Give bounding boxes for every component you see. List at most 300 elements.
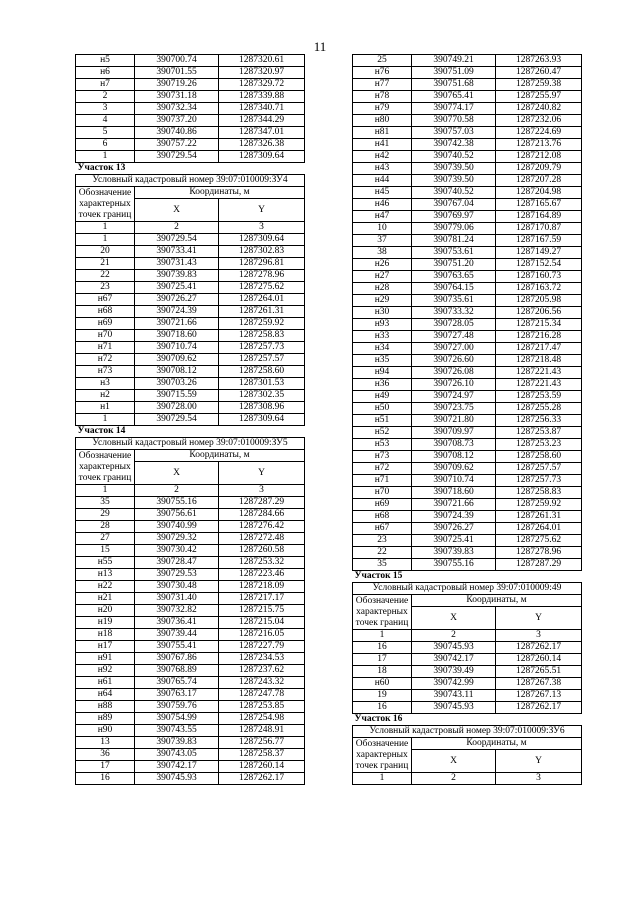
table-row	[353, 702, 582, 714]
x-coordinate-cell: 390742.99	[412, 678, 496, 690]
column-number: 2	[135, 222, 219, 234]
point-id-cell: 2	[76, 91, 135, 103]
y-coordinate-cell: 1287255.97	[496, 91, 582, 103]
x-coordinate-cell: 390731.40	[135, 593, 219, 605]
table-row	[353, 79, 582, 91]
y-header: Y	[219, 199, 305, 222]
y-coordinate-cell: 1287218.48	[496, 355, 582, 367]
x-header: X	[412, 750, 496, 773]
y-coordinate-cell: 1287260.47	[496, 67, 582, 79]
point-id-cell: н79	[353, 103, 412, 115]
x-coordinate-cell: 390726.08	[412, 367, 496, 379]
table-row	[76, 270, 305, 282]
x-coordinate-cell: 390740.99	[135, 521, 219, 533]
point-id-cell: н70	[76, 330, 135, 342]
y-coordinate-cell: 1287253.85	[219, 701, 305, 713]
table-row	[76, 581, 305, 593]
x-coordinate-cell: 390781.24	[412, 235, 496, 247]
table-row	[76, 701, 305, 713]
point-id-cell: 25	[353, 55, 412, 67]
point-id-cell: 27	[76, 533, 135, 545]
point-id-cell: н5	[76, 55, 135, 67]
y-coordinate-cell: 1287257.57	[219, 354, 305, 366]
table-row	[353, 175, 582, 187]
x-header: X	[135, 462, 219, 485]
y-header: Y	[219, 462, 305, 485]
y-coordinate-cell: 1287258.60	[219, 366, 305, 378]
column-number-row	[353, 630, 582, 642]
y-coordinate-cell: 1287339.88	[219, 91, 305, 103]
point-id-cell: 1	[76, 234, 135, 246]
y-coordinate-cell: 1287262.17	[496, 702, 582, 714]
table-row	[76, 509, 305, 521]
point-id-cell: н81	[353, 127, 412, 139]
column-number: 1	[76, 222, 135, 234]
point-id-cell: н71	[76, 342, 135, 354]
column-number: 2	[412, 773, 496, 785]
point-id-cell: н50	[353, 403, 412, 415]
x-coordinate-cell: 390751.09	[412, 67, 496, 79]
plot-title: Участок 13	[77, 163, 126, 173]
x-coordinate-cell: 390743.05	[135, 749, 219, 761]
x-coordinate-cell: 390729.54	[135, 234, 219, 246]
y-coordinate-cell: 1287258.83	[219, 330, 305, 342]
table-row	[76, 294, 305, 306]
y-coordinate-cell: 1287263.93	[496, 55, 582, 67]
point-id-cell: н51	[353, 415, 412, 427]
point-id-cell: н88	[76, 701, 135, 713]
point-id-cell: н76	[353, 67, 412, 79]
table-row	[353, 331, 582, 343]
table-row	[76, 354, 305, 366]
y-coordinate-cell: 1287167.59	[496, 235, 582, 247]
point-id-cell: н33	[353, 331, 412, 343]
y-coordinate-cell: 1287152.54	[496, 259, 582, 271]
point-id-cell: н44	[353, 175, 412, 187]
x-coordinate-cell: 390774.17	[412, 103, 496, 115]
point-id-cell: н42	[353, 151, 412, 163]
y-coordinate-cell: 1287205.98	[496, 295, 582, 307]
x-coordinate-cell: 390708.12	[412, 451, 496, 463]
table-row	[76, 390, 305, 402]
y-coordinate-cell: 1287215.04	[219, 617, 305, 629]
x-coordinate-cell: 390724.39	[135, 306, 219, 318]
table-row	[353, 535, 582, 547]
x-coordinate-cell: 390726.27	[135, 294, 219, 306]
x-coordinate-cell: 390757.22	[135, 139, 219, 151]
table-row	[353, 211, 582, 223]
point-id-cell: 18	[353, 666, 412, 678]
table-row	[353, 343, 582, 355]
point-id-cell: н90	[76, 725, 135, 737]
y-header: Y	[496, 750, 582, 773]
table-row	[353, 499, 582, 511]
table-row	[353, 259, 582, 271]
point-id-cell: н67	[76, 294, 135, 306]
table-row	[353, 678, 582, 690]
y-coordinate-cell: 1287207.28	[496, 175, 582, 187]
table-row	[76, 641, 305, 653]
x-coordinate-cell: 390731.18	[135, 91, 219, 103]
x-coordinate-cell: 390726.60	[412, 355, 496, 367]
point-id-cell: н36	[353, 379, 412, 391]
x-coordinate-cell: 390759.76	[135, 701, 219, 713]
point-id-cell: н2	[76, 390, 135, 402]
table-header-row	[76, 450, 305, 462]
table-row	[353, 690, 582, 702]
point-id-cell: н68	[353, 511, 412, 523]
point-id-cell: н3	[76, 378, 135, 390]
y-coordinate-cell: 1287259.92	[219, 318, 305, 330]
y-coordinate-cell: 1287275.62	[496, 535, 582, 547]
point-id-cell: 13	[76, 737, 135, 749]
point-id-cell: н77	[353, 79, 412, 91]
y-coordinate-cell: 1287284.66	[219, 509, 305, 521]
point-id-cell: 28	[76, 521, 135, 533]
plot-title-row	[353, 714, 582, 726]
column-number: 1	[353, 773, 412, 785]
point-id-cell: н69	[76, 318, 135, 330]
y-coordinate-cell: 1287223.46	[219, 569, 305, 581]
x-coordinate-cell: 390709.97	[412, 427, 496, 439]
x-coordinate-cell: 390709.62	[412, 463, 496, 475]
point-id-cell: н28	[353, 283, 412, 295]
cadastral-number: Условный кадастровый номер 39:07:010009:49	[353, 583, 582, 595]
right-column	[352, 54, 580, 785]
table-row	[353, 427, 582, 439]
table-row	[353, 451, 582, 463]
table-row	[353, 367, 582, 379]
point-id-cell: 3	[76, 103, 135, 115]
y-coordinate-cell: 1287165.67	[496, 199, 582, 211]
x-coordinate-cell: 390740.52	[412, 187, 496, 199]
y-coordinate-cell: 1287260.14	[496, 654, 582, 666]
point-id-cell: 19	[353, 690, 412, 702]
point-id-cell: 38	[353, 247, 412, 259]
point-id-cell: 36	[76, 749, 135, 761]
y-coordinate-cell: 1287248.91	[219, 725, 305, 737]
cadastral-number-row	[353, 726, 582, 738]
y-coordinate-cell: 1287253.32	[219, 557, 305, 569]
table-row	[76, 557, 305, 569]
x-coordinate-cell: 390730.48	[135, 581, 219, 593]
y-coordinate-cell: 1287344.29	[219, 115, 305, 127]
y-coordinate-cell: 1287265.51	[496, 666, 582, 678]
table-row	[353, 391, 582, 403]
x-coordinate-cell: 390742.38	[412, 139, 496, 151]
plot-title-row	[76, 163, 305, 175]
point-id-cell: 22	[76, 270, 135, 282]
y-coordinate-cell: 1287170.87	[496, 223, 582, 235]
y-coordinate-cell: 1287160.73	[496, 271, 582, 283]
y-coordinate-cell: 1287257.73	[219, 342, 305, 354]
cadastral-number-row	[76, 175, 305, 187]
point-id-cell: н72	[76, 354, 135, 366]
x-coordinate-cell: 390729.54	[135, 151, 219, 163]
y-coordinate-cell: 1287163.72	[496, 283, 582, 295]
coordinates-table-right	[352, 54, 582, 785]
plot-title: Участок 14	[77, 426, 126, 436]
y-coordinate-cell: 1287264.01	[219, 294, 305, 306]
column-number-row	[353, 773, 582, 785]
y-coordinate-cell: 1287287.29	[496, 559, 582, 571]
cadastral-number-row	[353, 583, 582, 595]
column-number: 3	[496, 630, 582, 642]
column-number: 1	[76, 485, 135, 497]
y-coordinate-cell: 1287302.83	[219, 246, 305, 258]
table-row	[76, 55, 305, 67]
y-coordinate-cell: 1287340.71	[219, 103, 305, 115]
x-coordinate-cell: 390728.47	[135, 557, 219, 569]
y-coordinate-cell: 1287267.38	[496, 678, 582, 690]
x-coordinate-cell: 390764.15	[412, 283, 496, 295]
column-number: 3	[219, 485, 305, 497]
x-coordinate-cell: 390701.55	[135, 67, 219, 79]
table-row	[76, 749, 305, 761]
x-header: X	[135, 199, 219, 222]
point-id-cell: 6	[76, 139, 135, 151]
table-row	[353, 103, 582, 115]
table-row	[353, 235, 582, 247]
table-row	[76, 91, 305, 103]
table-row	[76, 246, 305, 258]
point-id-cell: 1	[76, 151, 135, 163]
point-id-cell: н64	[76, 689, 135, 701]
x-coordinate-cell: 390765.41	[412, 91, 496, 103]
x-coordinate-cell: 390726.10	[412, 379, 496, 391]
x-coordinate-cell: 390721.80	[412, 415, 496, 427]
x-coordinate-cell: 390739.83	[412, 547, 496, 559]
table-row	[353, 151, 582, 163]
table-header-row	[353, 738, 582, 750]
x-coordinate-cell: 390739.50	[412, 163, 496, 175]
x-coordinate-cell: 390718.60	[412, 487, 496, 499]
table-row	[76, 342, 305, 354]
designation-header: Обозначение характерных точек границ	[76, 450, 135, 485]
coordinates-header: Координаты, м	[135, 450, 305, 462]
x-coordinate-cell: 390718.60	[135, 330, 219, 342]
y-coordinate-cell: 1287164.89	[496, 211, 582, 223]
table-row	[353, 439, 582, 451]
x-coordinate-cell: 390708.73	[412, 439, 496, 451]
x-coordinate-cell: 390724.39	[412, 511, 496, 523]
table-row	[76, 127, 305, 139]
y-coordinate-cell: 1287254.98	[219, 713, 305, 725]
point-id-cell: н47	[353, 211, 412, 223]
x-coordinate-cell: 390721.66	[412, 499, 496, 511]
point-id-cell: н89	[76, 713, 135, 725]
point-id-cell: н27	[353, 271, 412, 283]
column-number: 1	[353, 630, 412, 642]
table-header-row	[353, 595, 582, 607]
table-row	[76, 139, 305, 151]
point-id-cell: н91	[76, 653, 135, 665]
point-id-cell: н67	[353, 523, 412, 535]
table-row	[353, 403, 582, 415]
x-coordinate-cell: 390709.62	[135, 354, 219, 366]
table-row	[353, 487, 582, 499]
y-coordinate-cell: 1287296.81	[219, 258, 305, 270]
x-coordinate-cell: 390731.43	[135, 258, 219, 270]
point-id-cell: н20	[76, 605, 135, 617]
table-row	[76, 773, 305, 785]
y-coordinate-cell: 1287347.01	[219, 127, 305, 139]
point-id-cell: н46	[353, 199, 412, 211]
x-header: X	[412, 607, 496, 630]
table-row	[76, 234, 305, 246]
x-coordinate-cell: 390739.49	[412, 666, 496, 678]
table-row	[76, 103, 305, 115]
x-coordinate-cell: 390751.68	[412, 79, 496, 91]
table-row	[76, 533, 305, 545]
table-row	[353, 379, 582, 391]
x-coordinate-cell: 390743.55	[135, 725, 219, 737]
y-coordinate-cell: 1287224.69	[496, 127, 582, 139]
y-coordinate-cell: 1287204.98	[496, 187, 582, 199]
table-row	[353, 319, 582, 331]
cadastral-number: Условный кадастровый номер 39:07:010009:ЗУ6	[353, 726, 582, 738]
point-id-cell: н18	[76, 629, 135, 641]
x-coordinate-cell: 390757.03	[412, 127, 496, 139]
x-coordinate-cell: 390745.93	[412, 642, 496, 654]
x-coordinate-cell: 390726.27	[412, 523, 496, 535]
table-row	[353, 199, 582, 211]
x-coordinate-cell: 390745.93	[412, 702, 496, 714]
x-coordinate-cell: 390728.00	[135, 402, 219, 414]
table-row	[76, 115, 305, 127]
point-id-cell: н6	[76, 67, 135, 79]
table-row	[353, 523, 582, 535]
x-coordinate-cell: 390740.86	[135, 127, 219, 139]
point-id-cell: н78	[353, 91, 412, 103]
point-id-cell: 23	[76, 282, 135, 294]
table-row	[76, 151, 305, 163]
x-coordinate-cell: 390763.17	[135, 689, 219, 701]
y-coordinate-cell: 1287215.34	[496, 319, 582, 331]
designation-header: Обозначение характерных точек границ	[353, 738, 412, 773]
x-coordinate-cell: 390729.54	[135, 414, 219, 426]
point-id-cell: н49	[353, 391, 412, 403]
point-id-cell: 17	[353, 654, 412, 666]
point-id-cell: н29	[353, 295, 412, 307]
table-row	[76, 629, 305, 641]
table-row	[353, 55, 582, 67]
page-number: 11	[313, 39, 327, 54]
point-id-cell: н19	[76, 617, 135, 629]
plot-title-row	[353, 571, 582, 583]
x-coordinate-cell: 390767.86	[135, 653, 219, 665]
table-row	[76, 67, 305, 79]
x-coordinate-cell: 390732.82	[135, 605, 219, 617]
x-coordinate-cell: 390736.41	[135, 617, 219, 629]
x-coordinate-cell: 390703.26	[135, 378, 219, 390]
column-number: 2	[135, 485, 219, 497]
point-id-cell: н52	[353, 427, 412, 439]
y-coordinate-cell: 1287217.47	[496, 343, 582, 355]
designation-header: Обозначение характерных точек границ	[76, 187, 135, 222]
point-id-cell: н61	[76, 677, 135, 689]
table-row	[76, 593, 305, 605]
y-coordinate-cell: 1287259.92	[496, 499, 582, 511]
y-coordinate-cell: 1287258.60	[496, 451, 582, 463]
table-row	[353, 91, 582, 103]
point-id-cell: н55	[76, 557, 135, 569]
table-row	[76, 545, 305, 557]
point-id-cell: 21	[76, 258, 135, 270]
x-coordinate-cell: 390727.48	[412, 331, 496, 343]
x-coordinate-cell: 390723.75	[412, 403, 496, 415]
x-coordinate-cell: 390740.52	[412, 151, 496, 163]
x-coordinate-cell: 390754.99	[135, 713, 219, 725]
y-coordinate-cell: 1287278.96	[219, 270, 305, 282]
x-coordinate-cell: 390737.20	[135, 115, 219, 127]
coordinates-header: Координаты, м	[135, 187, 305, 199]
y-coordinate-cell: 1287247.78	[219, 689, 305, 701]
x-coordinate-cell: 390739.50	[412, 175, 496, 187]
x-coordinate-cell: 390743.11	[412, 690, 496, 702]
y-coordinate-cell: 1287217.17	[219, 593, 305, 605]
table-row	[76, 402, 305, 414]
x-coordinate-cell: 390727.00	[412, 343, 496, 355]
point-id-cell: н72	[353, 463, 412, 475]
column-number: 3	[496, 773, 582, 785]
y-coordinate-cell: 1287221.43	[496, 367, 582, 379]
point-id-cell: н80	[353, 115, 412, 127]
table-row	[76, 689, 305, 701]
x-coordinate-cell: 390742.17	[412, 654, 496, 666]
point-id-cell: н34	[353, 343, 412, 355]
y-coordinate-cell: 1287326.38	[219, 139, 305, 151]
point-id-cell: н35	[353, 355, 412, 367]
coordinates-header: Координаты, м	[412, 738, 582, 750]
point-id-cell: 16	[76, 773, 135, 785]
y-coordinate-cell: 1287257.57	[496, 463, 582, 475]
table-row	[76, 521, 305, 533]
table-row	[353, 475, 582, 487]
x-coordinate-cell: 390769.97	[412, 211, 496, 223]
y-coordinate-cell: 1287272.48	[219, 533, 305, 545]
table-row	[353, 463, 582, 475]
table-row	[353, 139, 582, 151]
y-coordinate-cell: 1287287.29	[219, 497, 305, 509]
table-row	[76, 258, 305, 270]
coordinates-header: Координаты, м	[412, 595, 582, 607]
x-coordinate-cell: 390708.12	[135, 366, 219, 378]
y-coordinate-cell: 1287256.77	[219, 737, 305, 749]
y-coordinate-cell: 1287149.27	[496, 247, 582, 259]
point-id-cell: н94	[353, 367, 412, 379]
table-row	[353, 511, 582, 523]
point-id-cell: н69	[353, 499, 412, 511]
table-row	[76, 282, 305, 294]
x-coordinate-cell: 390779.06	[412, 223, 496, 235]
table-row	[76, 414, 305, 426]
y-coordinate-cell: 1287232.06	[496, 115, 582, 127]
point-id-cell: н70	[353, 487, 412, 499]
x-coordinate-cell: 390765.74	[135, 677, 219, 689]
table-row	[76, 677, 305, 689]
x-coordinate-cell: 390733.32	[412, 307, 496, 319]
y-coordinate-cell: 1287320.97	[219, 67, 305, 79]
x-coordinate-cell: 390715.59	[135, 390, 219, 402]
x-coordinate-cell: 390751.20	[412, 259, 496, 271]
point-id-cell: 37	[353, 235, 412, 247]
y-coordinate-cell: 1287257.73	[496, 475, 582, 487]
table-row	[353, 307, 582, 319]
x-coordinate-cell: 390735.61	[412, 295, 496, 307]
y-coordinate-cell: 1287260.14	[219, 761, 305, 773]
x-coordinate-cell: 390742.17	[135, 761, 219, 773]
